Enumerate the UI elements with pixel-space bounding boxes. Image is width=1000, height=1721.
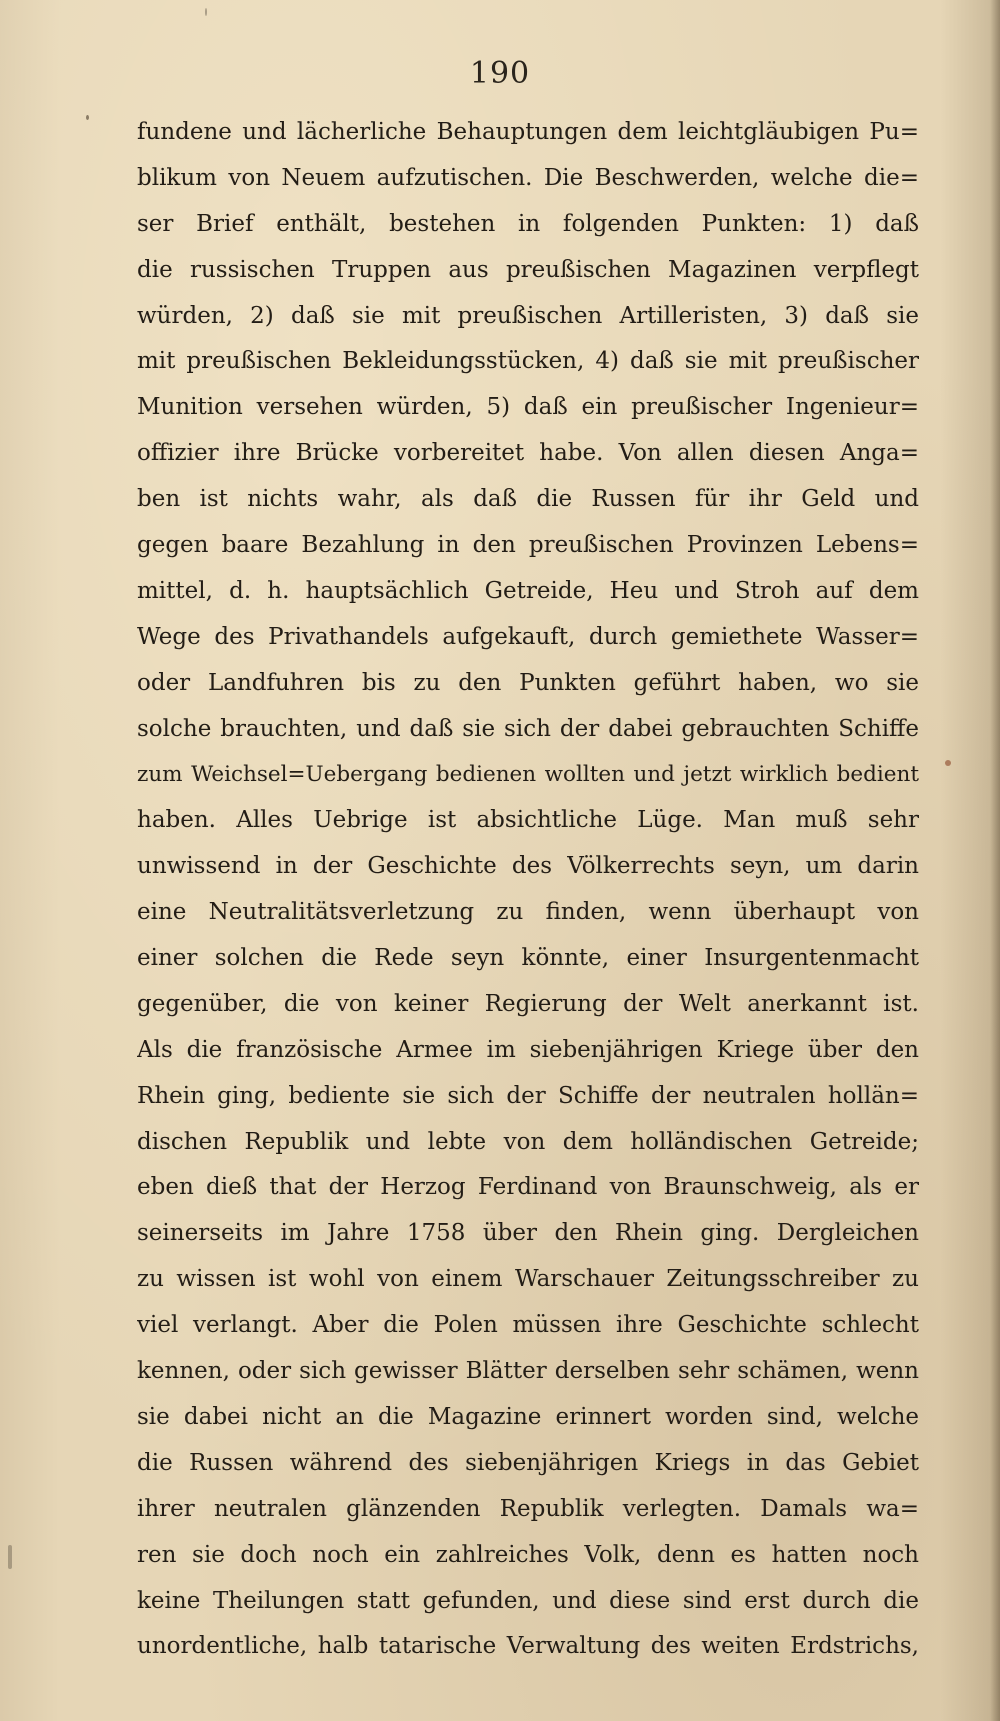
- text-line: Als die französische Armee im siebenjährigen Kriege über den: [137, 1036, 919, 1063]
- text-line: eine Neutralitätsverletzung zu finden, wenn überhaupt von: [137, 899, 919, 926]
- text-line: viel verlangt. Aber die Polen müssen ihre Geschichte schlecht: [137, 1312, 919, 1339]
- text-line: sie dabei nicht an die Magazine erinnert worden sind, welche: [137, 1403, 919, 1430]
- text-line: Wege des Privathandels aufgekauft, durch gemiethete Wasser=: [137, 623, 919, 650]
- paper-speck: [945, 760, 951, 766]
- text-line: ser Brief enthält, bestehen in folgenden Punkten: 1) daß: [137, 210, 919, 237]
- paper-speck: [8, 1545, 12, 1569]
- text-line: fundene und lächerliche Behauptungen dem leichtgläubigen Pu=: [137, 119, 919, 145]
- text-line: einer solchen die Rede seyn könnte, einer Insurgentenmacht: [137, 945, 919, 972]
- text-line: ben ist nichts wahr, als daß die Russen für ihr Geld und: [137, 486, 919, 513]
- text-line: würden, 2) daß sie mit preußischen Artilleristen, 3) daß sie: [137, 302, 919, 329]
- text-line: haben. Alles Uebrige ist absichtliche Lüge. Man muß sehr: [137, 807, 919, 834]
- text-line: unordentliche, halb tatarische Verwaltung des weiten Erdstrichs,: [137, 1633, 919, 1660]
- text-line: die Russen während des siebenjährigen Kriegs in das Gebiet: [137, 1449, 919, 1476]
- paper-speck: [86, 115, 89, 120]
- text-line: solche brauchten, und daß sie sich der dabei gebrauchten Schiffe: [137, 715, 919, 742]
- text-line: eben dieß that der Herzog Ferdinand von Braunschweig, als er: [137, 1174, 919, 1201]
- text-line: offizier ihre Brücke vorbereitet habe. Von allen diesen Anga=: [137, 440, 919, 467]
- paper-speck: [205, 8, 207, 16]
- text-line: blikum von Neuem aufzutischen. Die Beschwerden, welche die=: [137, 164, 919, 191]
- text-line: die russischen Truppen aus preußischen Magazinen verpflegt: [137, 256, 919, 283]
- text-line: mit preußischen Bekleidungsstücken, 4) daß sie mit preußischer: [137, 348, 919, 375]
- text-line: kennen, oder sich gewisser Blätter derselben sehr schämen, wenn: [137, 1358, 919, 1385]
- text-line: zum Weichsel=Uebergang bedienen wollten und jetzt wirklich bedient: [137, 762, 919, 788]
- text-line: gegen baare Bezahlung in den preußischen Provinzen Lebens=: [137, 532, 919, 559]
- text-line: oder Landfuhren bis zu den Punkten geführt haben, wo sie: [137, 669, 919, 696]
- text-line: keine Theilungen statt gefunden, und diese sind erst durch die: [137, 1587, 919, 1614]
- text-line: ihrer neutralen glänzenden Republik verlegten. Damals wa=: [137, 1495, 919, 1522]
- text-line: Rhein ging, bediente sie sich der Schiffe der neutralen hollän=: [137, 1082, 919, 1109]
- text-line: seinerseits im Jahre 1758 über den Rhein ging. Dergleichen: [137, 1220, 919, 1247]
- page-edge-shadow: [990, 0, 1000, 1721]
- text-line: gegenüber, die von keiner Regierung der Welt anerkannt ist.: [137, 990, 919, 1017]
- text-line: ren sie doch noch ein zahlreiches Volk, denn es hatten noch: [137, 1541, 919, 1568]
- text-line: zu wissen ist wohl von einem Warschauer Zeitungsschreiber zu: [137, 1266, 919, 1293]
- body-text: [137, 110, 919, 1670]
- text-line: unwissend in der Geschichte des Völkerrechts seyn, um darin: [137, 853, 919, 880]
- text-line: dischen Republik und lebte von dem holländischen Getreide;: [137, 1128, 919, 1155]
- text-line: Munition versehen würden, 5) daß ein preußischer Ingenieur=: [137, 394, 919, 421]
- text-line: mittel, d. h. hauptsächlich Getreide, Heu und Stroh auf dem: [137, 577, 919, 604]
- page-number: 190: [469, 56, 531, 91]
